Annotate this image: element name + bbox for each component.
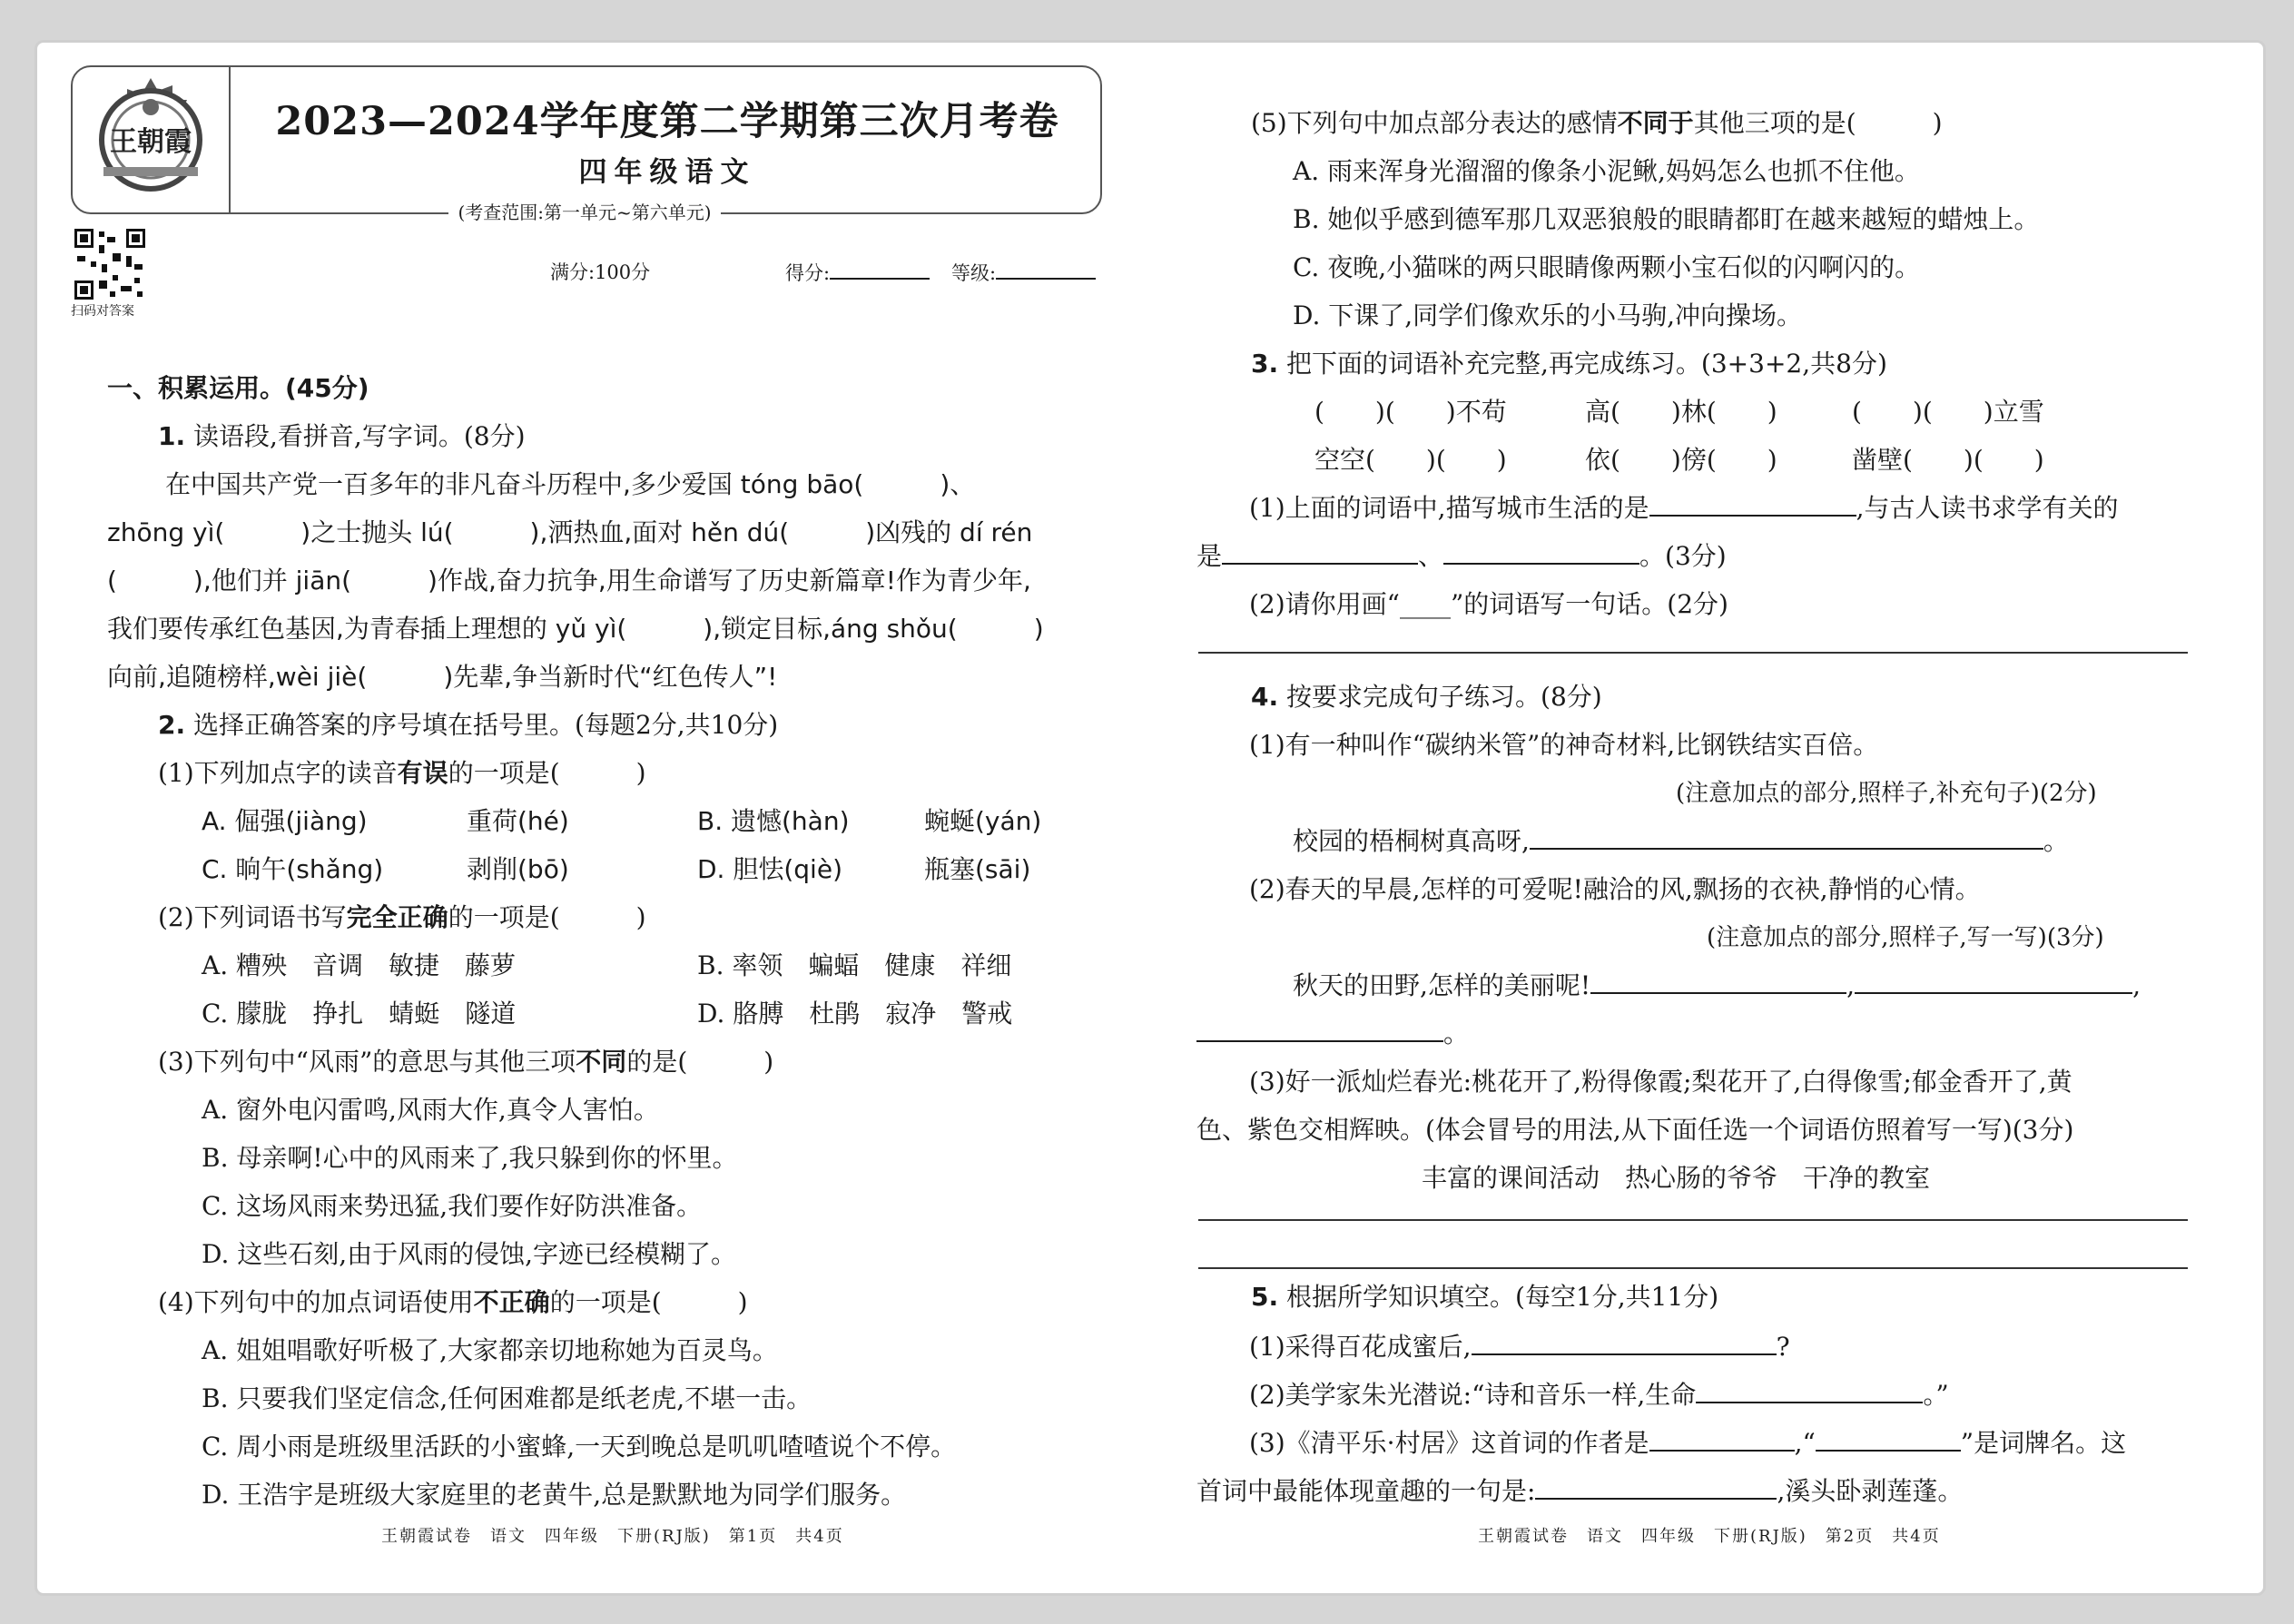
q5-heading: 5. 根据所学知识填空。(每空1分,共11分) [1251,1282,1719,1312]
q2-2-option[interactable]: B. 率领 蝙蝠 健康 祥细 [697,950,1012,980]
q1-heading: 1. 读语段,看拼音,写字词。(8分) [158,421,526,451]
q4-2-answer[interactable]: 秋天的田野,怎样的美丽呢! , , [1293,962,2141,1009]
q3-2-question: (2)请你用画“____”的词语写一句话。(2分) [1249,589,1728,619]
q2-1-option[interactable]: D. 胆怯(qiè) [697,854,842,884]
q2-3-option[interactable]: D. 这些石刻,由于风雨的侵蚀,字迹已经模糊了。 [202,1239,737,1269]
q1-line[interactable]: 我们要传承红色基因,为青春插上理想的 yǔ yì( ),锁定目标,áng shǒu( ) [107,614,1044,644]
q4-2-answer-cont[interactable]: 。 [1196,1010,1469,1058]
header-box [71,65,1102,214]
q2-4-option[interactable]: C. 周小雨是班级里活跃的小蜜蜂,一天到晚总是叽叽喳喳说个不停。 [202,1432,957,1462]
q3-idiom-blank[interactable]: 依( )傍( ) [1585,445,1777,475]
q4-2-sentence: (2)春天的早晨,怎样的可爱呢!融洽的风,飘扬的衣袂,静悄的心情。 [1249,874,1981,904]
q4-1-note: (注意加点的部分,照样子,补充句子)(2分) [1676,780,2097,807]
answer-line[interactable] [1198,1267,2188,1269]
q2-3-option[interactable]: C. 这场风雨来势迅猛,我们要作好防洪准备。 [202,1191,703,1221]
q5-3-continuation[interactable]: 首词中最能体现童趣的一句是: ,溪头卧剥莲蓬。 [1196,1468,1963,1515]
q2-4-question[interactable]: (4)下列句中的加点词语使用不正确的一项是( ) [158,1287,748,1317]
q2-5-option[interactable]: B. 她似乎感到德军那几双恶狼般的眼睛都盯在越来越短的蜡烛上。 [1293,204,2040,234]
section-1-heading: 一、积累运用。(45分) [107,373,369,403]
q1-line[interactable]: 在中国共产党一百多年的非凡奋斗历程中,多少爱国 tóng bāo( )、 [165,469,976,499]
exam-subtitle: 四年级语文 [578,156,756,189]
q2-2-option[interactable]: D. 胳膊 杜鹃 寂净 警戒 [697,999,1013,1029]
exam-scope: (考查范围:第一单元~第六单元) [71,198,1098,224]
q2-2-question[interactable]: (2)下列词语书写完全正确的一项是( ) [158,902,646,932]
q4-2-note: (注意加点的部分,照样子,写一写)(3分) [1707,924,2104,951]
q2-heading: 2. 选择正确答案的序号填在括号里。(每题2分,共10分) [158,710,779,740]
q5-1-question[interactable]: (1)采得百花成蜜后, ? [1249,1324,1790,1371]
q3-idiom-blank[interactable]: 高( )林( ) [1585,397,1777,427]
q2-1-option: 蜿蜒(yán) [924,806,1042,836]
q2-3-option[interactable]: A. 窗外电闪雷鸣,风雨大作,真令人害怕。 [202,1095,659,1125]
q2-2-option[interactable]: C. 朦胧 挣扎 蜻蜓 隧道 [202,999,517,1029]
q2-2-option[interactable]: A. 糟殃 音调 敏捷 藤萝 [202,950,517,980]
q2-1-option: 重荷(hé) [467,806,569,836]
q2-1-option: 剥削(bō) [467,854,569,884]
q3-idiom-blank[interactable]: ( )( )不苟 [1314,397,1507,427]
q3-idiom-blank[interactable]: 空空( )( ) [1314,445,1507,475]
svg-text:王朝霞: 王朝霞 [110,126,192,158]
q2-5-option[interactable]: D. 下课了,同学们像欢乐的小马驹,冲向操场。 [1293,300,1803,330]
q2-5-option[interactable]: C. 夜晚,小猫咪的两只眼睛像两颗小宝石似的闪啊闪的。 [1293,252,1921,282]
q5-2-question[interactable]: (2)美学家朱光潜说:“诗和音乐一样,生命 。” [1249,1372,1949,1419]
full-score: 满分:100分 [550,261,651,283]
q4-3-word-choices: 丰富的课间活动 热心肠的爷爷 干净的教室 [1422,1163,1931,1193]
q2-1-question[interactable]: (1)下列加点字的读音有误的一项是( ) [158,758,646,788]
school-logo-icon [91,76,211,203]
q2-1-option: 瓶塞(sāi) [924,854,1031,884]
q3-1-continuation[interactable]: 是 、 。(3分) [1196,533,1727,580]
q2-4-option[interactable]: B. 只要我们坚定信念,任何困难都是纸老虎,不堪一击。 [202,1383,812,1413]
q4-heading: 4. 按要求完成句子练习。(8分) [1251,682,1602,712]
page-footer-left: 王朝霞试卷 语文 四年级 下册(RJ版) 第1页 共4页 [381,1527,844,1546]
q3-1-question[interactable]: (1)上面的词语中,描写城市生活的是 ,与古人读书求学有关的 [1249,485,2118,532]
q2-3-option[interactable]: B. 母亲啊!心中的风雨来了,我只躲到你的怀里。 [202,1143,738,1173]
q1-line[interactable]: ( ),他们并 jiān( )作战,奋力抗争,用生命谱写了历史新篇章!作为青少年, [107,566,1031,595]
q1-line[interactable]: zhōng yì( )之士抛头 lú( ),洒热血,面对 hěn dú( )凶残的 dí rén [107,517,1033,547]
q2-5-option[interactable]: A. 雨来浑身光溜溜的像条小泥鳅,妈妈怎么也抓不住他。 [1293,156,1920,186]
q2-1-option[interactable]: C. 晌午(shǎng) [202,854,384,884]
q4-1-sentence: (1)有一种叫作“碳纳米管”的神奇材料,比钢铁结实百倍。 [1249,730,1879,760]
q3-idiom-blank[interactable]: ( )( )立雪 [1852,397,2044,427]
q2-3-question[interactable]: (3)下列句中“风雨”的意思与其他三项不同的是( ) [158,1047,774,1077]
q2-5-question[interactable]: (5)下列句中加点部分表达的感情不同于其他三项的是( ) [1251,108,1943,138]
q2-4-option[interactable]: D. 王浩宇是班级大家庭里的老黄牛,总是默默地为同学们服务。 [202,1480,907,1510]
page-footer-right: 王朝霞试卷 语文 四年级 下册(RJ版) 第2页 共4页 [1478,1527,1941,1546]
exam-title: 2023—2024学年度第二学期第三次月考卷 [275,99,1059,144]
answer-line[interactable] [1198,652,2188,654]
q5-3-question[interactable]: (3)《清平乐·村居》这首词的作者是 ,“ ”是词牌名。这 [1249,1420,2126,1467]
q2-1-option[interactable]: B. 遗憾(hàn) [697,806,850,836]
q4-3-sentence: (3)好一派灿烂春光:桃花开了,粉得像霞;梨花开了,白得像雪;郁金香开了,黄 [1249,1067,2072,1097]
grade-field[interactable]: 等级: [951,258,1096,286]
q1-line[interactable]: 向前,追随榜样,wèi jiè( )先辈,争当新时代“红色传人”! [107,662,778,692]
answer-line[interactable] [1198,1219,2188,1221]
qr-caption: 扫码对答案 [71,304,134,319]
q2-4-option[interactable]: A. 姐姐唱歌好听极了,大家都亲切地称她为百灵鸟。 [202,1335,778,1365]
logo-divider [229,67,231,212]
q3-heading: 3. 把下面的词语补充完整,再完成练习。(3+3+2,共8分) [1251,349,1887,379]
score-field[interactable]: 得分: [785,258,930,286]
q3-idiom-blank[interactable]: 凿壁( )( ) [1852,445,2044,475]
q4-1-answer[interactable]: 校园的梧桐树真高呀, 。 [1293,818,2069,865]
q2-1-option[interactable]: A. 倔强(jiàng) [202,806,368,836]
q4-3-instruction: 色、紫色交相辉映。(体会冒号的用法,从下面任选一个词语仿照着写一写)(3分) [1196,1115,2074,1145]
qr-code-icon [74,229,145,300]
